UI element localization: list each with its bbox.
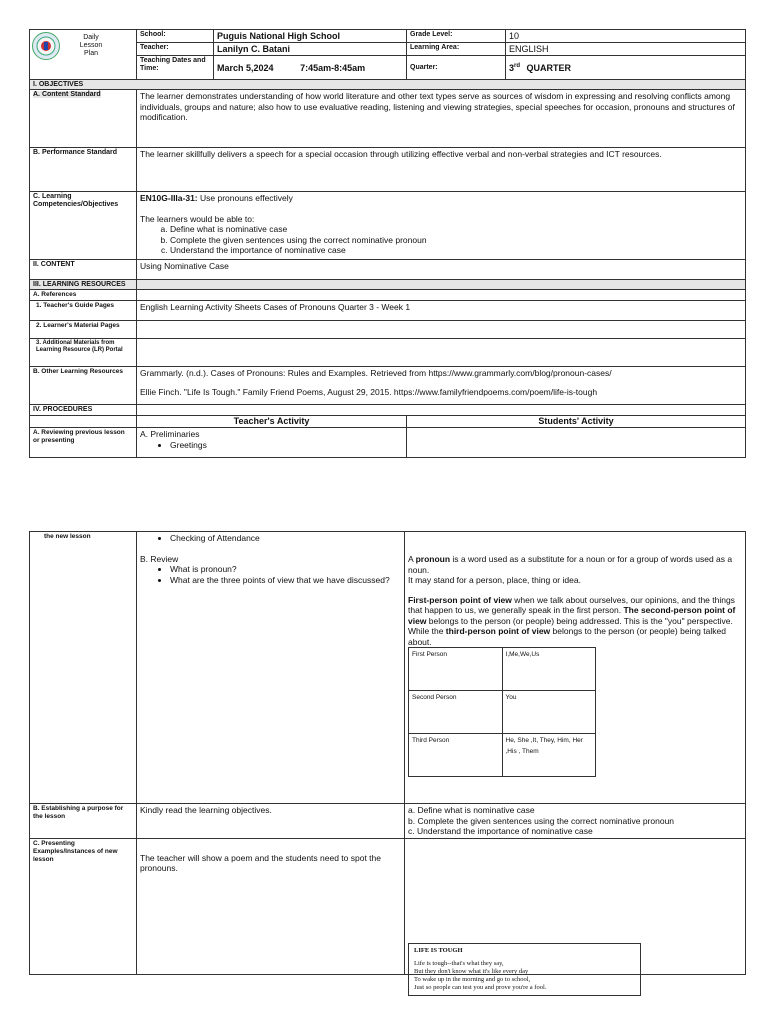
school-value: Puguis National High School [214, 30, 407, 43]
quarter-label: Quarter: [407, 56, 506, 80]
content-text: Using Nominative Case [137, 260, 746, 280]
presenting-teacher: The teacher will show a poem and the students need to spot the pronouns. [137, 838, 405, 974]
competency-label: C. Learning Competencies/Objectives [30, 192, 137, 260]
review-question: • What are the three points of view that we have discussed? [170, 575, 401, 586]
resources-heading: III. LEARNING RESOURCES [30, 280, 137, 290]
competency-code: EN10G-IIIa-31: [140, 193, 198, 203]
objective-item: b. Complete the given sentences using the correct nominative pronoun [170, 235, 742, 246]
greetings: • Greetings [170, 440, 403, 451]
poem-title: LIFE IS TOUGH [414, 947, 463, 954]
reviewing-label: A. Reviewing previous lesson or presenting [30, 428, 137, 458]
review-teacher-cell [137, 532, 405, 804]
other-resources-cell [137, 367, 746, 405]
header-logo-cell [30, 30, 137, 80]
performance-standard-label: B. Performance Standard [30, 148, 137, 192]
teacher-label: Teacher: [137, 43, 214, 56]
table-row [409, 691, 596, 734]
presenting-label: C. Presenting Examples/Instances of new lesson [30, 838, 137, 974]
poem-line: Just so people can test you and prove you're a fool. [414, 984, 547, 991]
area-label: Learning Area: [407, 43, 506, 56]
review-student-cell [405, 532, 746, 804]
deped-seal-icon [32, 32, 60, 60]
poem-line: To wake up in the morning and go to school, [414, 976, 531, 983]
other-resources-label: B. Other Learning Resources [30, 367, 137, 405]
area-value: ENGLISH [506, 43, 746, 56]
school-label: School: [137, 30, 214, 43]
plan-title: Daily Lesson Plan [79, 34, 103, 57]
student-activity-header: Students' Activity [407, 416, 746, 428]
purpose-teacher: Kindly read the learning objectives. [137, 804, 405, 839]
competency-text: Use pronouns effectively [197, 193, 293, 203]
additional-label: 3. Additional Materials from Learning Resource (LR) Portal [30, 339, 137, 367]
quarter-value: 3rd QUARTER [506, 56, 746, 80]
tg-text: English Learning Activity Sheets Cases of Pronouns Quarter 3 - Week 1 [137, 301, 746, 321]
pov-value: You [502, 691, 596, 734]
date-time-value [214, 56, 407, 80]
purpose-label: B. Establishing a purpose for the lesson [30, 804, 137, 839]
content-heading: II. CONTENT [30, 260, 137, 280]
pov-value: He, She ,It, They, Him, Her ,His , Them [502, 734, 596, 777]
other-resource-2: Ellie Finch. "Life Is Tough." Family Friend Poems, August 29, 2015. https://www.familyfriendpoems.com/poem/life-is-tough [140, 386, 598, 397]
objectives-heading: I. OBJECTIVES [30, 80, 746, 90]
lm-label: 2. Learner's Material Pages [30, 321, 137, 339]
review-heading: B. Review [140, 553, 179, 564]
poem-line: But they don't know what it's like every day [414, 968, 529, 975]
preliminaries-cell [137, 428, 407, 458]
attendance: • Checking of Attendance [170, 533, 401, 544]
grade-label: Grade Level: [407, 30, 506, 43]
objective-item: a. Define what is nominative case [170, 224, 742, 235]
competency-cell [137, 192, 746, 260]
teacher-value: Lanilyn C. Batani [214, 43, 407, 56]
pronoun-definition: A pronoun is a word used as a substitute for a noun or for a group of words used as a noun. [408, 554, 733, 575]
pov-label: Third Person [409, 734, 503, 777]
objective-list [140, 224, 742, 256]
lesson-plan-page-1 [29, 29, 746, 458]
table-row [409, 648, 596, 691]
time-value: 7:45am-8:45am [300, 62, 366, 73]
content-standard-label: A. Content Standard [30, 90, 137, 148]
grade-value: 10 [506, 30, 746, 43]
dates-label: Teaching Dates and Time: [137, 56, 214, 80]
able-intro: The learners would be able to: [140, 213, 255, 224]
references-label: A. References [30, 290, 137, 301]
poem-line: Life is tough--that's what they say, [414, 960, 504, 967]
lesson-plan-page-2 [29, 531, 746, 975]
date-value: March 5,2024 [217, 62, 274, 73]
table-row [409, 734, 596, 777]
poem-box [408, 943, 641, 996]
tg-label: 1. Teacher's Guide Pages [30, 301, 137, 321]
pov-label: Second Person [409, 691, 503, 734]
preliminaries: A. Preliminaries [140, 429, 200, 439]
content-standard-text: The learner demonstrates understanding of how world literature and other text types serve as sources of wisdom in expressing and resolving conflicts among individuals, groups and nature; also how to use evaluative reading, listening and viewing strategies, special speeches for occasion, pronouns and structures of modification. [137, 90, 746, 148]
pronoun-stand: It may stand for a person, place, thing or idea. [408, 575, 581, 585]
teacher-activity-header: Teacher's Activity [137, 416, 407, 428]
procedures-heading: IV. PROCEDURES [30, 405, 137, 416]
performance-standard-text: The learner skillfully delivers a speech for a special occasion through utilizing effective verbal and non-verbal strategies and ICT resources. [137, 148, 746, 192]
pov-table [408, 647, 596, 777]
review-question: • What is pronoun? [170, 564, 401, 575]
reviewing-label-cont: the new lesson [30, 532, 137, 804]
pov-explanation: First-person point of view when we talk about ourselves, our opinions, and the things that happen to us, we generally speak in the first person. The second-person point of view belongs to the person (or people) being addressed. This is the "you" perspective. While the third-person point of view belongs to the person (or people) being talked about. [408, 594, 736, 647]
pov-label: First Person [409, 648, 503, 691]
objective-item: c. Understand the importance of nominative case [170, 245, 742, 256]
other-resource-1: Grammarly. (n.d.). Cases of Pronouns: Rules and Examples. Retrieved from https://www.grammarly.com/blog/pronoun-cases/ [140, 368, 612, 378]
pov-value: I,Me,We,Us [502, 648, 596, 691]
purpose-students: a. Define what is nominative case b. Complete the given sentences using the correct nominative pronoun c. Understand the importance of nominative case [405, 804, 746, 839]
